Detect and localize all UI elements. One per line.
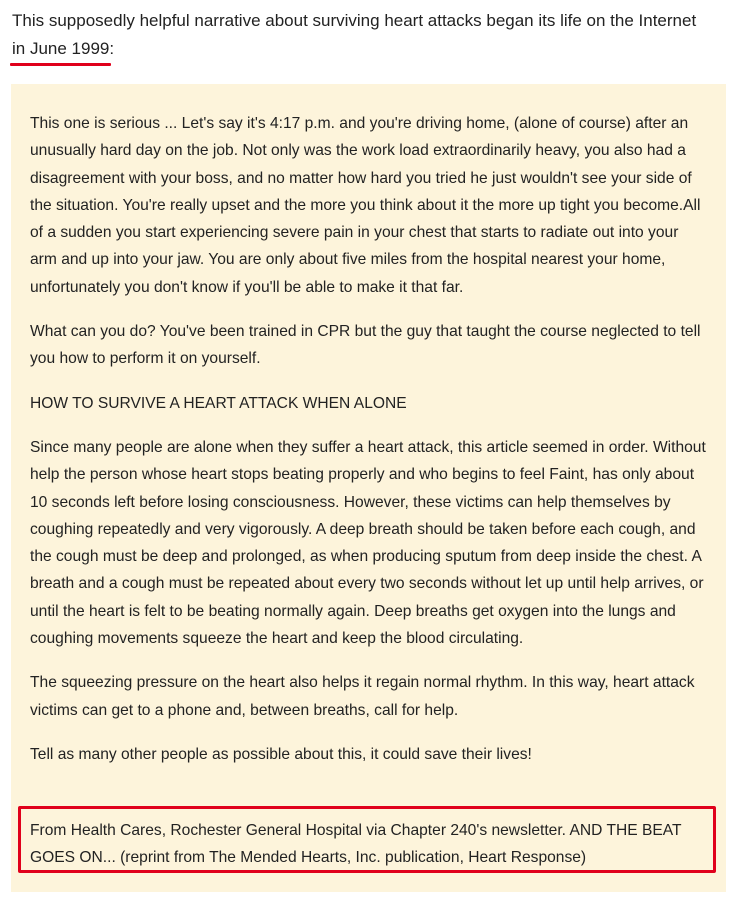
intro-colon: : [109,39,115,58]
quote-paragraph-5: Tell as many other people as possible about this, it could save their lives! [30,745,532,763]
quote-paragraph-2: What can you do? You've been trained in CPR but the guy that taught the course neglected to tell you how to perform it on yourself. [30,323,701,368]
quote-paragraph-3: Since many people are alone when they suffer a heart attack, this article seemed in order. Without help the person whose heart stops beating properly and who begins to feel Faint, has only about 10 seconds left before losing consciousness. However, these victims can help themselves by coughing repeatedly and very vigorously. A deep breath should be taken before each cough, and the cough must be deep and prolonged, as when producing sputum from deep inside the chest. A breath and a cough must be repeated about every two seconds without let up until help arrives, or until the heart is felt to be beating normally again. Deep breaths get oxygen into the lungs and coughing movements squeeze the heart and keep the blood circulating. [30,438,706,648]
quote-paragraph-4: The squeezing pressure on the heart also helps it regain normal rhythm. In this way, heart attack victims can get to a phone and, between breaths, call for help. [30,674,695,719]
quote-source: From Health Cares, Rochester General Hospital via Chapter 240's newsletter. AND THE BEAT GOES ON... (reprint from The Mended Hearts, Inc. publication, Heart Response) [30,822,682,867]
intro-date-highlight: in June 1999 [12,35,109,63]
source-highlight-box [18,806,716,873]
quote-heading: HOW TO SURVIVE A HEART ATTACK WHEN ALONE [30,394,407,412]
quote-paragraph-1: This one is serious ... Let's say it's 4:17 p.m. and you're driving home, (alone of course) after an unusually hard day on the job. Not only was the work load extraordinarily heavy, you also had a disagreement with your boss, and no matter how hard you tried he just wouldn't see your side of the situation. You're really upset and the more you think about it the more up tight you become.All of a sudden you start experiencing severe pain in your chest that starts to radiate out into your arm and up into your jaw. You are only about five miles from the hospital nearest your home, unfortunately you don't know if you'll be able to make it that far. [30,115,701,296]
quoted-message [11,84,726,892]
intro-text [12,7,712,63]
intro-lead: This supposedly helpful narrative about surviving heart attacks began its life on the Internet [12,11,697,30]
